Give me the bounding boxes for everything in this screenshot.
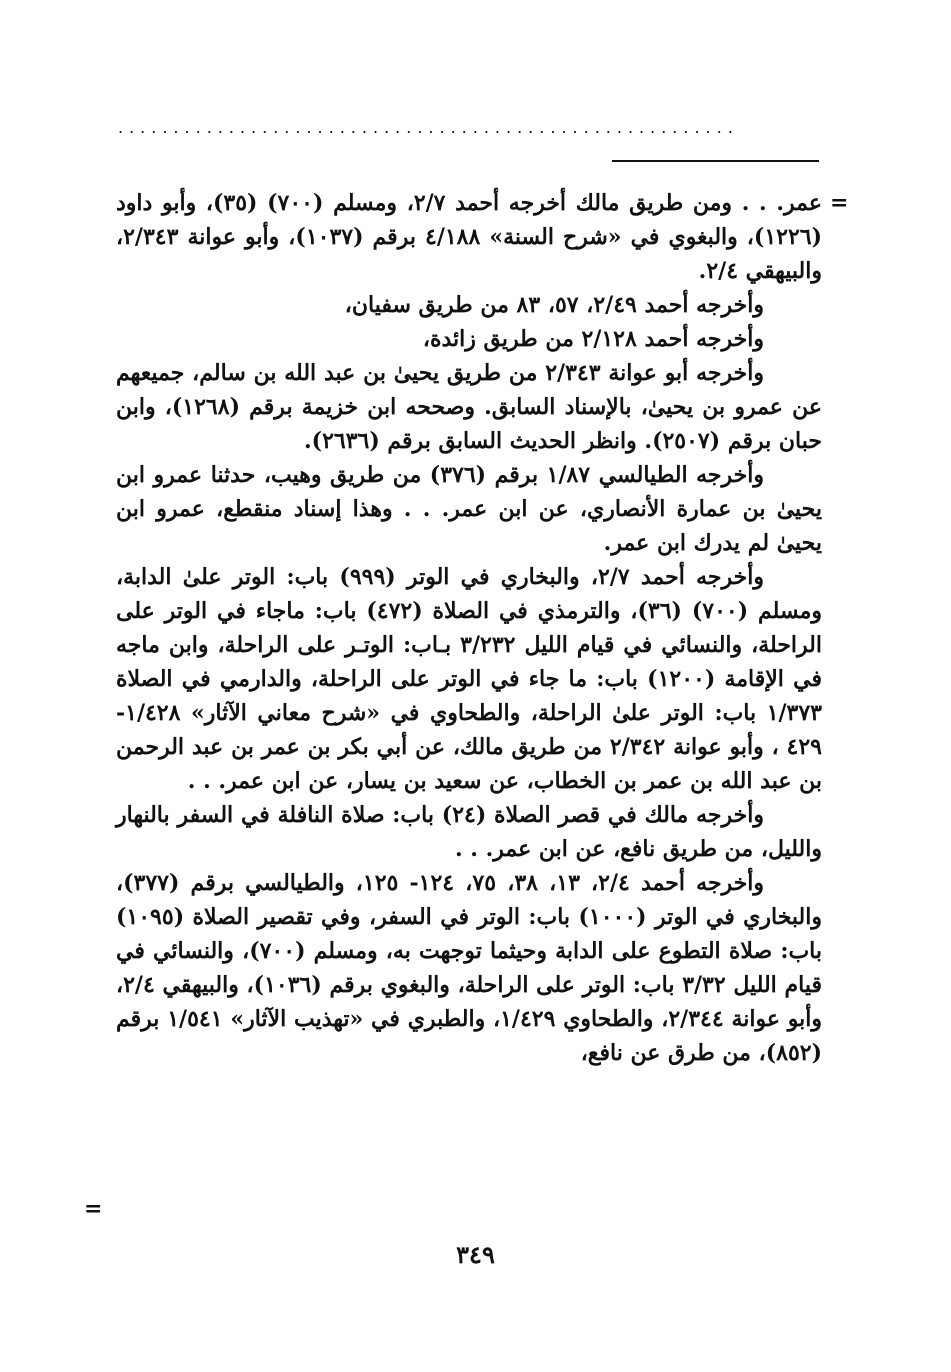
footnote-rule xyxy=(612,160,819,162)
continuation-marker-top: = xyxy=(830,190,849,216)
continuation-marker-bottom: = xyxy=(84,1196,103,1222)
paragraph: عمر. . . ومن طريق مالك أخرجه أحمد ٢/٧، ومسلم (٧٠٠) (٣٥)، وأبو داود (١٢٢٦)، والبغوي في «شرح السنة» ٤/١٨٨ برقم (١٠٣٧)، وأبو عوانة ٢/٣٤٣، والبيهقي ٢/٤. xyxy=(116,190,823,284)
dotted-separator: ........................................................ xyxy=(118,118,739,137)
paragraph: وأخرجه الطيالسي ١/٨٧ برقم (٣٧٦) من طريق وهيب، حدثنا عمرو ابن يحيىٰ بن عمارة الأنصاري، عن ابن عمر. . . وهذا إسناد منقطع، عمرو ابن يحيىٰ لم يدرك ابن عمر. xyxy=(116,462,822,556)
paragraph: وأخرجه أحمد ٢/٧، والبخاري في الوتر (٩٩٩) باب: الوتر علىٰ الدابة، ومسلم (٧٠٠) (٣٦)، والترمذي في الصلاة (٤٧٢) باب: ماجاء في الوتر على الراحلة، والنسائي في قيام الليل ٣/٢٣٢ بـاب: الوتـر على الراحلة، وابن ماجه في الإقامة (١٢٠٠) باب: ما جاء في الوتر على الراحلة، والدارمي في الصلاة ١/٣٧٣ باب: الوتر علىٰ الراحلة، والطحاوي في «شرح معاني الآثار» ١/٤٢٨- ٤٢٩ ، وأبو عوانة ٢/٣٤٢ من طريق مالك، عن أبي بكر بن عمر بن عبد الرحمن بن عبد الله بن عمر بن الخطاب، عن سعيد بن يسار، عن ابن عمر. . . xyxy=(116,564,823,794)
footnote-text xyxy=(116,186,822,1070)
paragraph: وأخرجه أحمد ٢/١٢٨ من طريق زائدة، xyxy=(422,326,764,352)
paragraph: وأخرجه أبو عوانة ٢/٣٤٣ من طريق يحيىٰ بن عبد الله بن سالم، جميعهم عن عمرو بن يحيىٰ، بالإسناد السابق. وصححه ابن خزيمة برقم (١٢٦٨)، وابن حبان برقم (٢٥٠٧). وانظر الحديث السابق برقم (٢٦٣٦). xyxy=(116,360,822,454)
paragraph: وأخرجه مالك في قصر الصلاة (٢٤) باب: صلاة النافلة في السفر بالنهار والليل، من طريق نافع، عن ابن عمر. . . xyxy=(116,802,822,862)
paragraph: وأخرجه أحمد ٢/٤٩، ٥٧، ٨٣ من طريق سفيان، xyxy=(344,292,764,318)
paragraph: وأخرجه أحمد ٢/٤، ١٣، ٣٨، ٧٥، ١٢٤- ١٢٥، والطيالسي برقم (٣٧٧)، والبخاري في الوتر (١٠٠٠) باب: الوتر في السفر، وفي تقصير الصلاة (١٠٩٥) باب: صلاة التطوع على الدابة وحيثما توجهت به، ومسلم (٧٠٠)، والنسائي في قيام الليل ٣/٣٢ باب: الوتر على الراحلة، والبغوي برقم (١٠٣٦)، والبيهقي ٢/٤، وأبو عوانة ٢/٣٤٤، والطحاوي ١/٤٢٩، والطبري في «تهذيب الآثار» ١/٥٤١ برقم (٨٥٢)، من طرق عن نافع، xyxy=(116,870,822,1066)
page-number: ٣٤٩ xyxy=(456,1240,495,1269)
